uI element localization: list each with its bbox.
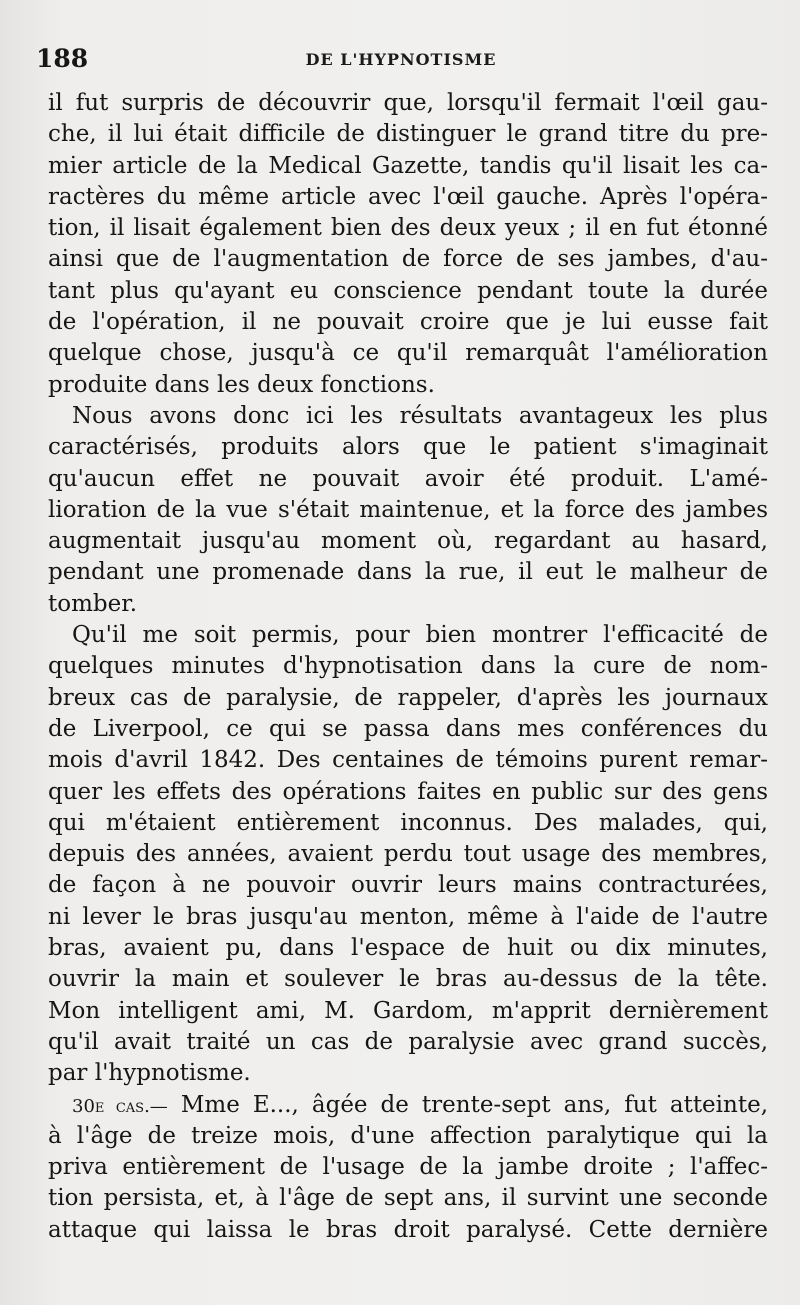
text-line-content: Mme E..., âgée de trente-sept ans, fut atteinte, (180, 1091, 769, 1118)
text-line: priva entièrement de l'usage de la jambe droite ; l'affec- (48, 1154, 768, 1181)
text-line: mois d'avril 1842. Des centaines de témoins purent remar- (48, 747, 768, 774)
text-line: à l'âge de treize mois, d'une affection paralytique qui la (48, 1122, 768, 1149)
text-line: che, il lui était difficile de distinguer le grand titre du pre- (48, 121, 768, 148)
text-line: pendant une promenade dans la rue, il eut le malheur de (48, 559, 768, 586)
text-line: lioration de la vue s'était maintenue, et la force des jambes (48, 496, 768, 523)
text-line: qui m'étaient entièrement inconnus. Des malades, qui, (48, 809, 768, 836)
page-header (36, 44, 766, 78)
text-line: attaque qui laissa le bras droit paralysé. Cette dernière (48, 1216, 768, 1243)
text-line: bras, avaient pu, dans l'espace de huit ou dix minutes, (48, 935, 768, 962)
text-line: de façon à ne pouvoir ouvrir leurs mains contracturées, (48, 872, 768, 899)
text-line: Nous avons donc ici les résultats avantageux les plus (72, 402, 768, 429)
text-line: quer les effets des opérations faites en public sur des gens (48, 778, 768, 805)
text-line (48, 1090, 768, 1121)
text-line: tomber. (48, 590, 138, 617)
running-title: DE L'HYPNOTISME (305, 50, 497, 69)
text-line: il fut surpris de découvrir que, lorsqu'il fermait l'œil gau- (48, 90, 768, 116)
paragraph-4 (48, 1090, 768, 1246)
body-text (48, 88, 768, 1246)
paragraph-3 (48, 620, 768, 1089)
text-line: de l'opération, il ne pouvait croire que je lui eusse fait (48, 309, 768, 336)
text-line: ni lever le bras jusqu'au menton, même à l'aide de l'autre (48, 903, 768, 930)
paragraph-1 (48, 88, 768, 401)
text-line: ouvrir la main et soulever le bras au-dessus de la tête. (48, 966, 768, 993)
text-line: Qu'il me soit permis, pour bien montrer l'efficacité de (72, 622, 768, 649)
text-line: quelque chose, jusqu'à ce qu'il remarquât l'amélioration (48, 340, 768, 367)
text-line: augmentait jusqu'au moment où, regardant au hasard, (48, 528, 768, 555)
text-line: qu'aucun effet ne pouvait avoir été produit. L'amé- (48, 465, 768, 492)
text-line: qu'il avait traité un cas de paralysie avec grand succès, (48, 1028, 768, 1055)
text-line: produite dans les deux fonctions. (48, 371, 435, 398)
text-line: tant plus qu'ayant eu conscience pendant toute la durée (48, 277, 768, 304)
text-line: quelques minutes d'hypnotisation dans la cure de nom- (48, 653, 768, 680)
text-line: mier article de la Medical Gazette, tandis qu'il lisait les ca- (48, 152, 768, 179)
text-line: depuis des années, avaient perdu tout usage des membres, (48, 841, 768, 868)
page-number: 188 (36, 44, 89, 73)
text-line: de Liverpool, ce qui se passa dans mes conférences du (48, 715, 768, 742)
text-line: par l'hypnotisme. (48, 1060, 251, 1087)
text-line: caractérisés, produits alors que le patient s'imaginait (48, 434, 768, 461)
text-line: Mon intelligent ami, M. Gardom, m'apprit dernièrement (48, 997, 768, 1024)
text-line: tion, il lisait également bien des deux yeux ; il en fut étonné (48, 215, 768, 242)
text-line: tion persista, et, à l'âge de sept ans, il survint une seconde (48, 1185, 768, 1212)
text-line: ractères du même article avec l'œil gauche. Après l'opéra- (48, 183, 768, 210)
text-line: breux cas de paralysie, de rappeler, d'après les journaux (48, 684, 768, 711)
paragraph-2 (48, 401, 768, 620)
text-line: ainsi que de l'augmentation de force de ses jambes, d'au- (48, 246, 768, 273)
case-label: 30e cas.— (72, 1095, 168, 1117)
